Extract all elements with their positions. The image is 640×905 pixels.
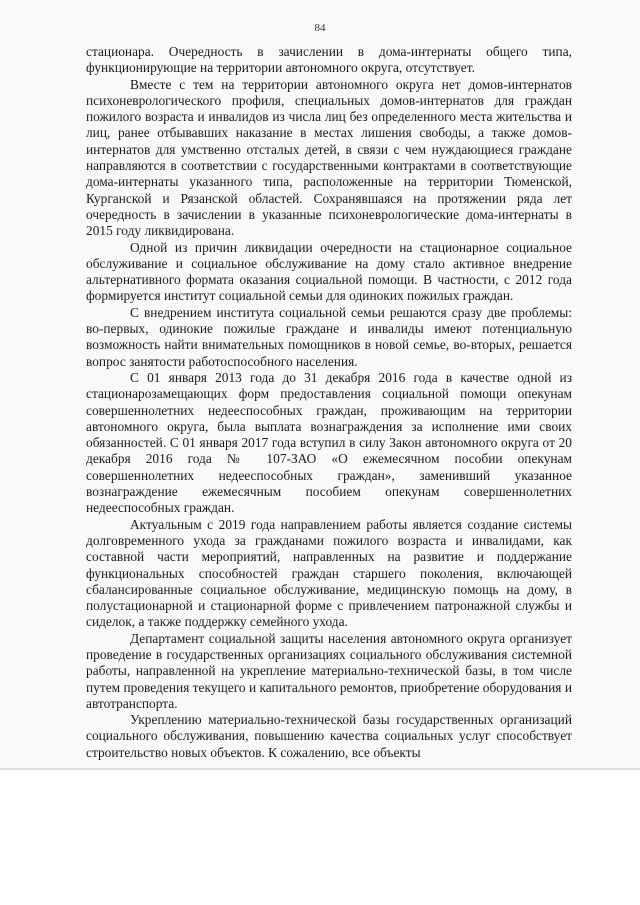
document-body bbox=[86, 44, 572, 761]
paragraph: Вместе с тем на территории автономного округа нет домов-интернатов психоневрологического профиля, специальных домов-интернатов для граждан пожилого возраста и инвалидов из числа лиц без определенного места жительства и лиц, ранее отбывавших наказание в местах лишения свободы, а также домов-интернатов для умственно отсталых детей, в связи с чем нуждающиеся граждане направляются в соответствии с государственными контрактами в соответствующие дома-интернаты указанного типа, расположенные на территории Тюменской, Курганской и Рязанской областей. Сохранявшаяся на протяжении ряда лет очередность в зачислении в указанные психоневрологические дома-интернаты в 2015 году ликвидирована. bbox=[86, 76, 572, 239]
paragraph: стационара. Очередность в зачислении в дома-интернаты общего типа, функционирующие на территории автономного округа, отсутствует. bbox=[86, 44, 572, 76]
paragraph: С внедрением института социальной семьи решаются сразу две проблемы: во-первых, одинокие пожилые граждане и инвалиды имеют потенциальную возможность найти внимательных помощников в новой семье, во-вторых, решается вопрос занятости работоспособного населения. bbox=[86, 304, 572, 369]
paragraph: Одной из причин ликвидации очередности на стационарное социальное обслуживание и социальное обслуживание на дому стало активное внедрение альтернативного формата оказания социальной помощи. В частности, с 2012 года формируется институт социальной семьи для одиноких пожилых граждан. bbox=[86, 239, 572, 304]
paragraph: Актуальным с 2019 года направлением работы является создание системы долговременного ухода за гражданами пожилого возраста и инвалидами, как составной части мероприятий, направленных на развитие и поддержание функциональных способностей граждан старшего поколения, включающей сбалансированные социальное обслуживание, медицинскую помощь на дому, в полустационарной и стационарной форме с привлечением патронажной службы и сиделок, а также поддержку семейного ухода. bbox=[86, 516, 572, 630]
paragraph: Департамент социальной защиты населения автономного округа организует проведение в государственных организациях социального обслуживания системной работы, направленной на укрепление материально-технической базы, в том числе путем проведения текущего и капитального ремонтов, приобретение оборудования и автотранспорта. bbox=[86, 630, 572, 711]
page-number: 84 bbox=[314, 22, 326, 34]
paragraph: С 01 января 2013 года до 31 декабря 2016 года в качестве одной из стационарозамещающих форм предоставления социальной помощи опекунам совершеннолетних недееспособных граждан, проживающим на территории автономного округа, была выплата вознаграждения за исполнение ими своих обязанностей. С 01 января 2017 года вступил в силу Закон автономного округа от 20 декабря 2016 года № 107-ЗАО «О ежемесячном пособии опекунам совершеннолетних недееспособных граждан», заменивший указанное вознаграждение ежемесячным пособием опекунам совершеннолетних недееспособных граждан. bbox=[86, 369, 572, 516]
paragraph: Укреплению материально-технической базы государственных организаций социального обслуживания, повышению качества социальных услуг способствует строительство новых объектов. К сожалению, все объекты bbox=[86, 712, 572, 760]
